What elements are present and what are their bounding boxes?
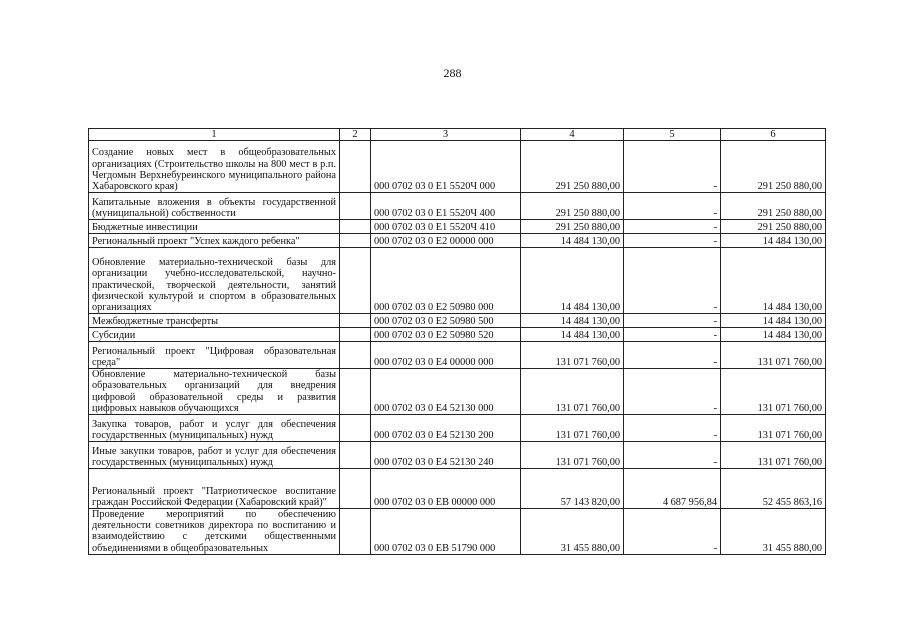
row-code-cell: 000 0702 03 0 E1 5520Ч 410 [371, 220, 521, 234]
budget-table [88, 128, 826, 555]
row-col2-cell [340, 141, 371, 193]
row-total-cell: 131 071 760,00 [721, 342, 826, 369]
row-code-cell: 000 0702 03 0 E4 52130 000 [371, 369, 521, 415]
table-row [89, 369, 826, 415]
row-code-cell: 000 0702 03 0 E4 00000 000 [371, 342, 521, 369]
table-row [89, 314, 826, 328]
row-amount-cell: 131 071 760,00 [521, 442, 624, 469]
row-col2-cell [340, 193, 371, 220]
row-col2-cell [340, 328, 371, 342]
row-col2-cell [340, 415, 371, 442]
row-name-cell: Субсидии [89, 328, 340, 342]
row-name-cell: Создание новых мест в общеобразовательных организациях (Строительство школы на 800 мест в р.п. Чегдомын Верхнебуреинского муниципального района Хабаровского края) [89, 141, 340, 193]
row-total-cell: 131 071 760,00 [721, 415, 826, 442]
table-row [89, 248, 826, 314]
table-row [89, 509, 826, 555]
row-col5-cell: - [624, 141, 721, 193]
table-body [89, 141, 826, 555]
row-col5-cell: - [624, 328, 721, 342]
row-col2-cell [340, 369, 371, 415]
table-row [89, 220, 826, 234]
row-code-cell: 000 0702 03 0 E2 50980 520 [371, 328, 521, 342]
row-total-cell: 291 250 880,00 [721, 193, 826, 220]
row-code-cell: 000 0702 03 0 E2 50980 500 [371, 314, 521, 328]
row-name-cell: Обновление материально-технической базы образовательных организаций для внедрения цифровой образовательной среды и развития цифровых навыков обучающихся [89, 369, 340, 415]
row-col2-cell [340, 469, 371, 509]
row-amount-cell: 291 250 880,00 [521, 193, 624, 220]
row-name-cell: Региональный проект "Патриотическое воспитание граждан Российской Федерации (Хабаровский край)" [89, 469, 340, 509]
row-total-cell: 131 071 760,00 [721, 442, 826, 469]
row-code-cell: 000 0702 03 0 E2 00000 000 [371, 234, 521, 248]
row-code-cell: 000 0702 03 0 E4 52130 240 [371, 442, 521, 469]
column-header: 4 [521, 129, 624, 141]
row-col2-cell [340, 509, 371, 555]
row-col5-cell: - [624, 193, 721, 220]
row-total-cell: 291 250 880,00 [721, 141, 826, 193]
row-name-cell: Иные закупки товаров, работ и услуг для обеспечения государственных (муниципальных) нужд [89, 442, 340, 469]
row-amount-cell: 131 071 760,00 [521, 342, 624, 369]
row-code-cell: 000 0702 03 0 EB 51790 000 [371, 509, 521, 555]
column-header: 1 [89, 129, 340, 141]
row-col5-cell: - [624, 314, 721, 328]
row-code-cell: 000 0702 03 0 E4 52130 200 [371, 415, 521, 442]
row-col2-cell [340, 220, 371, 234]
table-row [89, 328, 826, 342]
row-amount-cell: 14 484 130,00 [521, 234, 624, 248]
row-total-cell: 52 455 863,16 [721, 469, 826, 509]
table-row [89, 141, 826, 193]
row-amount-cell: 14 484 130,00 [521, 328, 624, 342]
row-col5-cell: - [624, 442, 721, 469]
column-header: 5 [624, 129, 721, 141]
row-col2-cell [340, 342, 371, 369]
row-total-cell: 14 484 130,00 [721, 234, 826, 248]
row-col2-cell [340, 314, 371, 328]
row-total-cell: 14 484 130,00 [721, 328, 826, 342]
row-col5-cell: - [624, 369, 721, 415]
column-header: 2 [340, 129, 371, 141]
row-name-cell: Региональный проект "Успех каждого ребенка" [89, 234, 340, 248]
row-col5-cell: - [624, 415, 721, 442]
row-amount-cell: 291 250 880,00 [521, 141, 624, 193]
row-total-cell: 14 484 130,00 [721, 248, 826, 314]
row-code-cell: 000 0702 03 0 E2 50980 000 [371, 248, 521, 314]
row-amount-cell: 131 071 760,00 [521, 415, 624, 442]
row-name-cell: Капитальные вложения в объекты государственной (муниципальной) собственности [89, 193, 340, 220]
row-name-cell: Региональный проект "Цифровая образовательная среда" [89, 342, 340, 369]
row-name-cell: Обновление материально-технической базы для организации учебно-исследовательской, научно-практической, творческой деятельности, занятий физической культурой и спортом в образовательных организациях [89, 248, 340, 314]
row-amount-cell: 31 455 880,00 [521, 509, 624, 555]
page-number: 288 [443, 66, 462, 80]
row-amount-cell: 291 250 880,00 [521, 220, 624, 234]
row-col5-cell: - [624, 248, 721, 314]
table-row [89, 193, 826, 220]
row-col2-cell [340, 234, 371, 248]
row-amount-cell: 14 484 130,00 [521, 248, 624, 314]
table-row [89, 442, 826, 469]
row-amount-cell: 57 143 820,00 [521, 469, 624, 509]
row-code-cell: 000 0702 03 0 EB 00000 000 [371, 469, 521, 509]
column-header: 3 [371, 129, 521, 141]
row-code-cell: 000 0702 03 0 E1 5520Ч 000 [371, 141, 521, 193]
row-name-cell: Проведение мероприятий по обеспечению деятельности советников директора по воспитанию и взаимодействию с детскими общественными объединениями в общеобразовательных [89, 509, 340, 555]
row-name-cell: Закупка товаров, работ и услуг для обеспечения государственных (муниципальных) нужд [89, 415, 340, 442]
row-amount-cell: 131 071 760,00 [521, 369, 624, 415]
row-col5-cell: - [624, 509, 721, 555]
table-row [89, 234, 826, 248]
header-row [89, 129, 826, 141]
row-amount-cell: 14 484 130,00 [521, 314, 624, 328]
table-row [89, 342, 826, 369]
table-row [89, 415, 826, 442]
row-col5-cell: - [624, 234, 721, 248]
row-col5-cell: - [624, 220, 721, 234]
row-total-cell: 14 484 130,00 [721, 314, 826, 328]
row-name-cell: Бюджетные инвестиции [89, 220, 340, 234]
row-col2-cell [340, 248, 371, 314]
row-col5-cell: - [624, 342, 721, 369]
table-row [89, 469, 826, 509]
row-name-cell: Межбюджетные трансферты [89, 314, 340, 328]
row-col5-cell: 4 687 956,84 [624, 469, 721, 509]
row-total-cell: 31 455 880,00 [721, 509, 826, 555]
column-header: 6 [721, 129, 826, 141]
row-code-cell: 000 0702 03 0 E1 5520Ч 400 [371, 193, 521, 220]
row-col2-cell [340, 442, 371, 469]
row-total-cell: 131 071 760,00 [721, 369, 826, 415]
row-total-cell: 291 250 880,00 [721, 220, 826, 234]
